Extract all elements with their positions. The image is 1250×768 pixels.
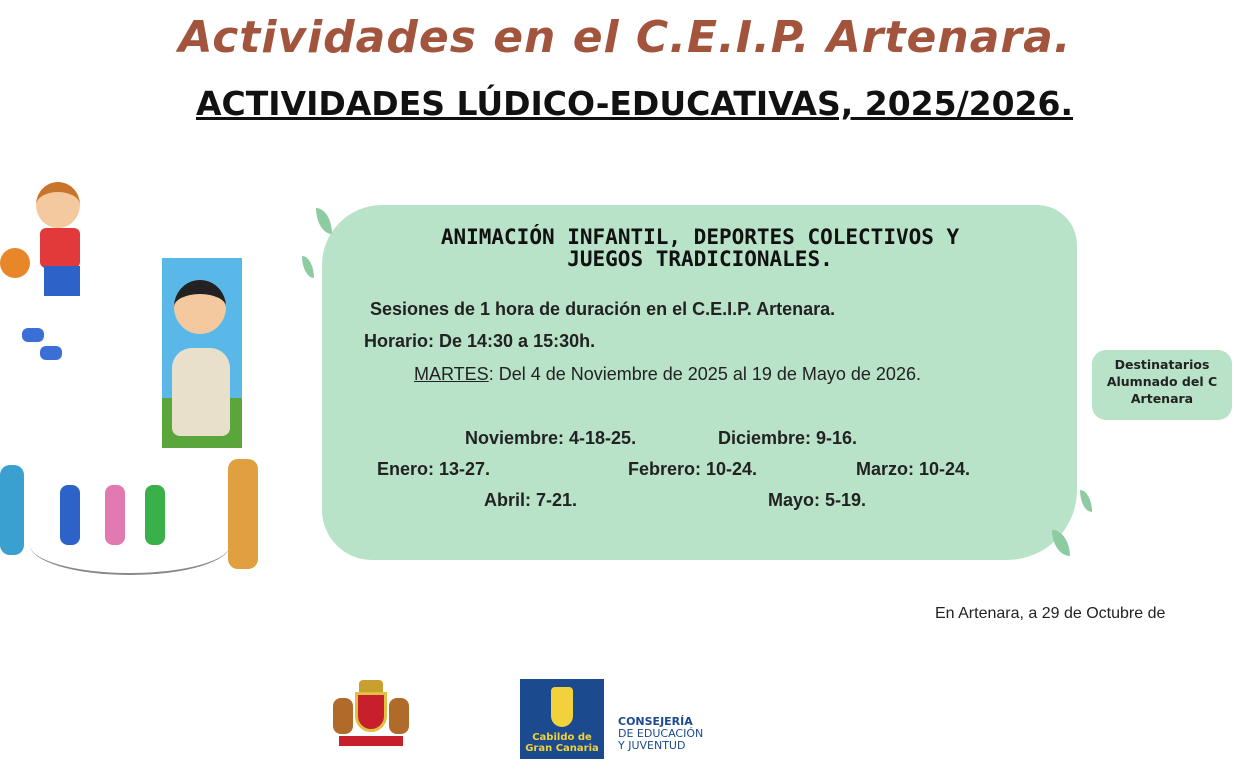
sack-race-illustration	[162, 258, 242, 448]
month-dates: Febrero: 10-24.	[628, 459, 758, 479]
cabildo-logo	[520, 679, 604, 759]
recipients-line: Alumnado del C	[1106, 374, 1218, 389]
page-subtitle: ACTIVIDADES LÚDICO-EDUCATIVAS, 2025/2026.	[196, 84, 1074, 123]
recipients-box	[1092, 350, 1232, 420]
month-dates: Enero: 13-27.	[377, 459, 491, 479]
month-dates: Abril: 7-21.	[484, 490, 578, 510]
cabildo-text	[520, 732, 604, 754]
page-title: Actividades en el C.E.I.P. Artenara.	[178, 12, 1072, 63]
month-dates: Mayo: 5-19.	[768, 490, 867, 510]
leaf-decoration	[302, 256, 314, 278]
consejeria-line: CONSEJERÍA	[618, 715, 693, 728]
month-dates: Noviembre: 4-18-25.	[465, 428, 637, 448]
panel-title-line: ANIMACIÓN INFANTIL, DEPORTES COLECTIVOS Y	[440, 225, 960, 249]
artenara-coat-of-arms-logo	[333, 680, 409, 750]
coat-of-arms-icon	[551, 687, 573, 727]
date-line: En Artenara, a 29 de Octubre de	[935, 605, 1166, 622]
month-dates: Marzo: 10-24.	[856, 459, 971, 479]
cabildo-line: Gran Canaria	[525, 743, 599, 754]
panel-title	[330, 226, 1070, 270]
jump-rope-illustration	[0, 455, 270, 580]
consejeria-line: DE EDUCACIÓN	[618, 727, 704, 740]
consejeria-text	[618, 716, 703, 752]
sessions-text: Sesiones de 1 hora de duración en el C.E.I.P. Artenara.	[370, 299, 836, 319]
day-range	[414, 364, 921, 385]
consejeria-line: Y JUVENTUD	[618, 739, 686, 752]
panel-title-line: JUEGOS TRADICIONALES.	[567, 247, 833, 271]
day-label: MARTES	[414, 364, 489, 384]
month-dates: Diciembre: 9-16.	[718, 428, 858, 448]
cabildo-line: Cabildo de	[532, 732, 592, 743]
day-range-text: : Del 4 de Noviembre de 2025 al 19 de Mayo de 2026.	[488, 364, 921, 384]
recipients-line: Artenara	[1130, 391, 1194, 406]
boy-basketball-illustration	[0, 178, 110, 373]
leaf-decoration	[1052, 530, 1070, 556]
leaf-decoration	[1080, 490, 1092, 512]
schedule-text: Horario: De 14:30 a 15:30h.	[364, 331, 596, 351]
recipients-line: Destinatarios	[1114, 357, 1210, 372]
